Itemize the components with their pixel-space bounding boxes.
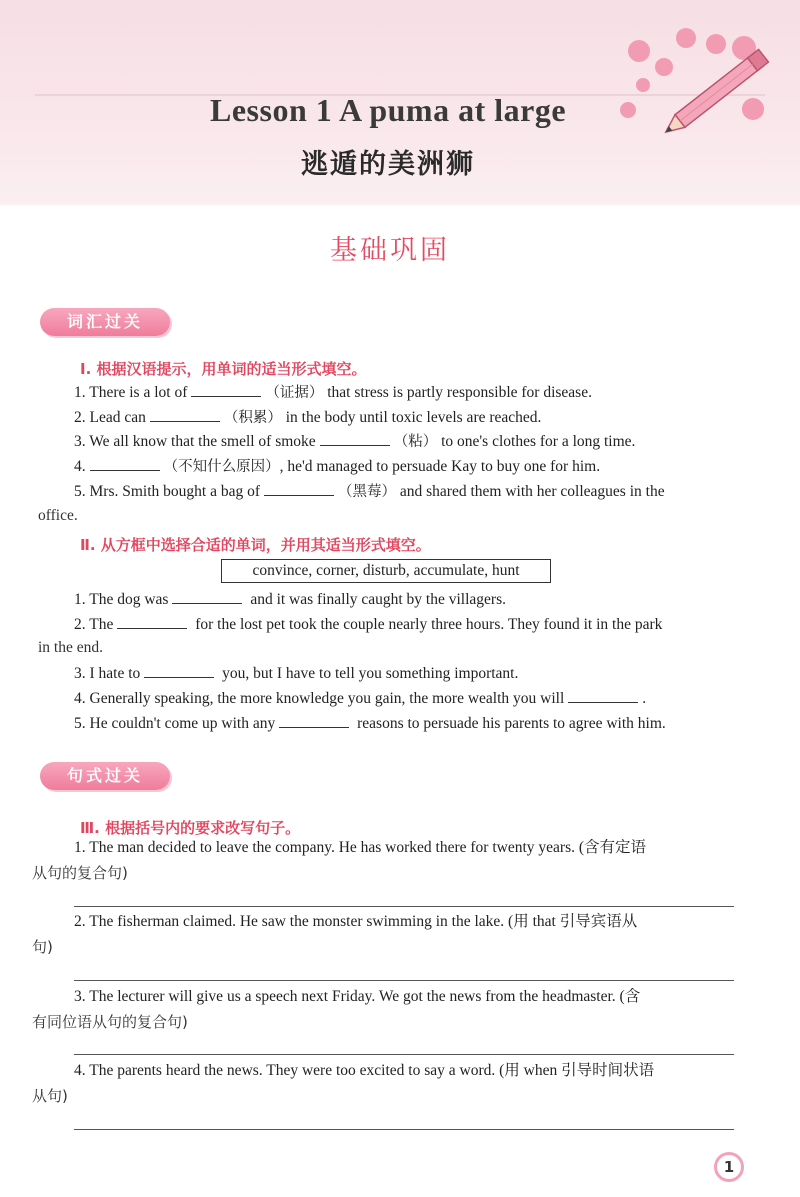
part2-item: 4. Generally speaking, the more knowledge you gain, the more wealth you will . [74, 690, 647, 707]
part3-heading: Ⅲ. 根据括号内的要求改写句子。 [80, 819, 301, 837]
decoration-dot [636, 78, 650, 92]
answer-line [74, 980, 734, 981]
part1-item-continuation: office. [38, 507, 78, 524]
word-box: convince, corner, disturb, accumulate, hunt [221, 559, 551, 583]
tag-vocabulary: 词汇过关 [40, 308, 170, 336]
lesson-subtitle: 逃遁的美洲狮 [301, 149, 475, 180]
part3-item: 2. The fisherman claimed. He saw the monster swimming in the lake. (用 that 引导宾语从 [74, 913, 638, 930]
part2-item: 1. The dog was and it was finally caught by the villagers. [74, 591, 506, 608]
tag-sentence-patterns: 句式过关 [40, 762, 170, 790]
lesson-title: Lesson 1 A puma at large [209, 92, 567, 128]
part1-item: 2. Lead can （积累） in the body until toxic levels are reached. [74, 409, 542, 426]
part3-item-continuation: 从句) [32, 1087, 68, 1105]
part2-item: 2. The for the lost pet took the couple nearly three hours. They found it in the park [74, 616, 663, 633]
part1-heading: Ⅰ. 根据汉语提示，用单词的适当形式填空。 [80, 360, 367, 378]
part2-item: 3. I hate to you, but I have to tell you something important. [74, 665, 519, 682]
part3-item-continuation: 有同位语从句的复合句) [32, 1013, 188, 1031]
answer-line [74, 1054, 734, 1055]
part1-item: 3. We all know that the smell of smoke （粘） to one's clothes for a long time. [74, 433, 636, 450]
part3-item: 1. The man decided to leave the company. He has worked there for twenty years. (含有定语 [74, 839, 647, 856]
part2-item-continuation: in the end. [38, 639, 103, 656]
part3-item-continuation: 从句的复合句) [32, 864, 128, 882]
answer-line [74, 906, 734, 907]
part2-item: 5. He couldn't come up with any reasons to persuade his parents to agree with him. [74, 715, 666, 732]
part3-item-continuation: 句) [32, 938, 53, 956]
part3-item: 3. The lecturer will give us a speech next Friday. We got the news from the headmaster. (含 [74, 988, 641, 1005]
part3-item: 4. The parents heard the news. They were too excited to say a word. (用 when 引导时间状语 [74, 1062, 655, 1079]
part1-item: 1. There is a lot of （证据） that stress is partly responsible for disease. [74, 384, 592, 401]
section-heading: 基础巩固 [330, 235, 450, 266]
answer-line [74, 1129, 734, 1130]
part1-item: 4. （不知什么原因）, he'd managed to persuade Kay to buy one for him. [74, 458, 601, 475]
decoration-dot [628, 40, 650, 62]
pencil-icon [650, 26, 790, 156]
page-number: 1 [714, 1152, 744, 1182]
part1-item: 5. Mrs. Smith bought a bag of （黑莓） and shared them with her colleagues in the [74, 483, 665, 500]
part2-heading: Ⅱ. 从方框中选择合适的单词，并用其适当形式填空。 [80, 536, 431, 554]
